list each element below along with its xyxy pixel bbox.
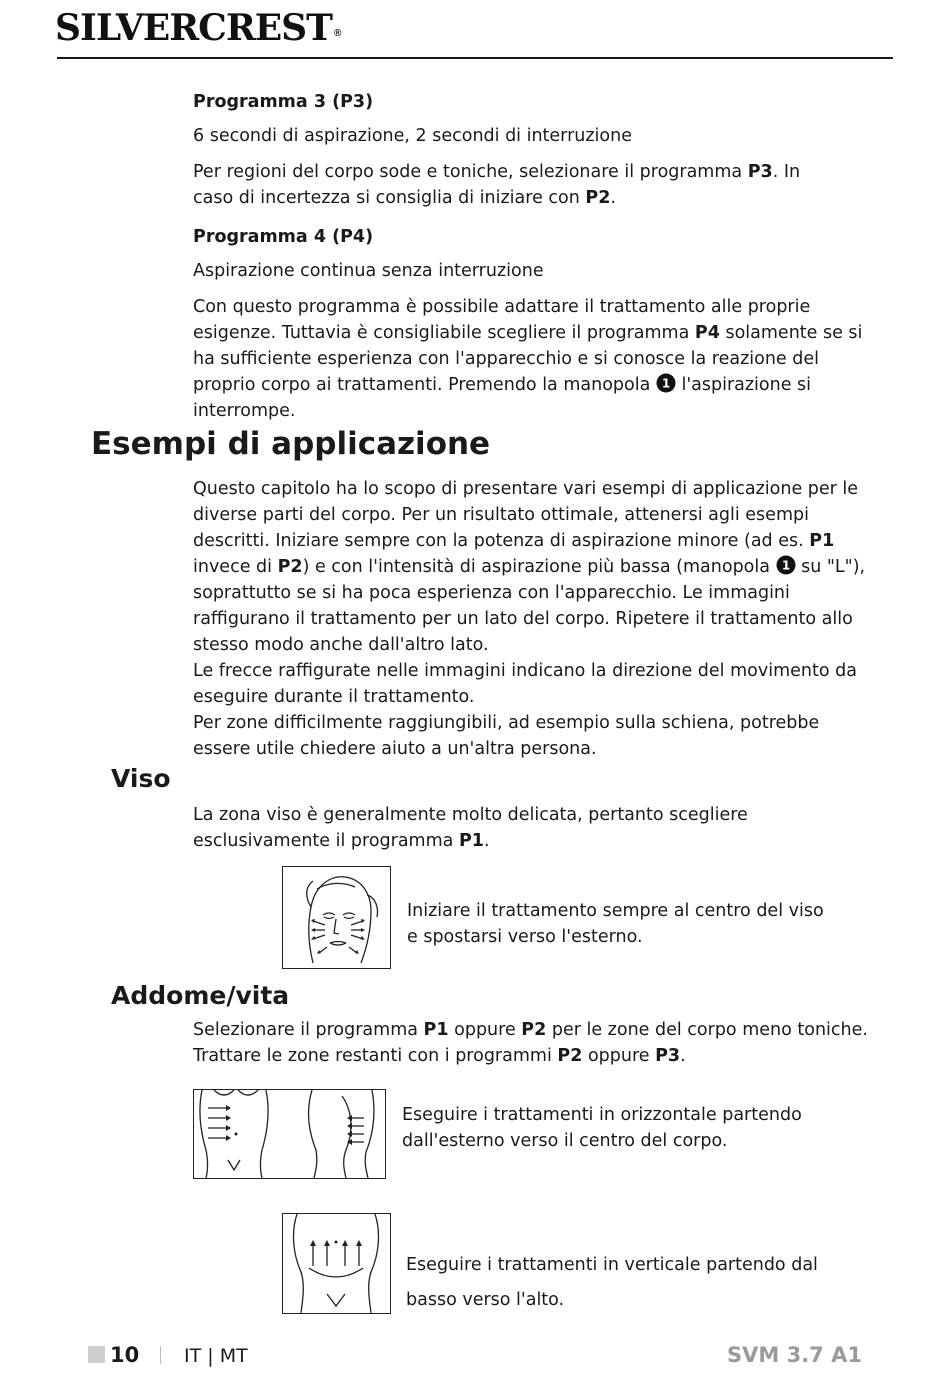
brand-name: SILVERCREST: [55, 7, 332, 49]
esempi-paragraph-2: Le frecce raffigurate nelle immagini indicano la direzione del movimento da eseguire durante il trattamento.: [193, 661, 857, 707]
section-p3: [193, 89, 873, 211]
esempi-paragraph-1: Questo capitolo ha lo scopo di presentare vari esempi di applicazione per le diverse parti del corpo. Per un risultato ottimale, attenersi agli esempi descritti. Iniziare sempre con la potenza di aspirazione minore (ad es. P1 invece di P2) e con l'intensità di aspirazione più bassa (manopola 1 su "L"), soprattutto se si ha poca esperienza con l'apparecchio. Le immagini raffigurano il trattamento per un lato del corpo. Ripetere il trattamento allo stesso modo anche dall'altro lato.: [193, 479, 866, 655]
page-marker: [88, 1346, 105, 1363]
section-heading-addome: Addome/vita: [111, 981, 290, 1010]
p3-heading: Programma 3 (P3): [193, 92, 374, 112]
model-number: SVM 3.7 A1: [727, 1343, 862, 1367]
face-illustration: [282, 866, 391, 969]
p3-timing: 6 secondi di aspirazione, 2 secondi di interruzione: [193, 126, 632, 146]
abdomen-vertical-arrows-icon: [283, 1214, 390, 1313]
p4-description: Con questo programma è possibile adattare il trattamento alle proprie esigenze. Tuttavia è consigliabile scegliere il programma P4 solamente se si ha sufficiente esperienza con l'apparecchio e si conosce la reazione del proprio corpo ai trattamenti. Premendo la manopola 1 l'aspirazione si interrompe.: [193, 297, 863, 421]
face-arrows-icon: [283, 867, 390, 968]
brand-logo: [55, 8, 340, 48]
abdomen-vertical-illustration: [282, 1213, 391, 1314]
registered-mark: ®: [333, 28, 341, 39]
svg-text:1: 1: [661, 376, 671, 391]
addome-line-2: Trattare le zone restanti con i programmi P2 oppure P3.: [193, 1046, 686, 1066]
p4-heading: Programma 4 (P4): [193, 227, 374, 247]
p3-description: Per regioni del corpo sode e toniche, selezionare il programma P3. In caso di incertezza si consiglia di iniziare con P2.: [193, 162, 801, 208]
addome-description: [193, 1017, 883, 1069]
abdomen-horizontal-illustration: [193, 1089, 386, 1179]
p4-timing: Aspirazione continua senza interruzione: [193, 261, 544, 281]
abdomen-horizontal-arrows-icon: [194, 1090, 385, 1178]
addome-caption-vertical: Eseguire i trattamenti in verticale partendo dal basso verso l'alto.: [406, 1255, 818, 1310]
viso-caption: Iniziare il trattamento sempre al centro del viso e spostarsi verso l'esterno.: [407, 901, 824, 947]
footer-divider: [160, 1346, 161, 1364]
header-rule: [57, 57, 893, 59]
svg-text:1: 1: [781, 558, 790, 573]
section-heading-viso: Viso: [111, 764, 171, 793]
page-number: 10: [110, 1343, 140, 1367]
addome-caption-horizontal: Eseguire i trattamenti in orizzontale partendo dall'esterno verso il centro del corpo.: [402, 1105, 802, 1151]
footer-languages: IT | MT: [184, 1345, 248, 1367]
viso-description: La zona viso è generalmente molto delicata, pertanto scegliere esclusivamente il programma P1.: [193, 805, 748, 851]
addome-line-1: Selezionare il programma P1 oppure P2 per le zone del corpo meno toniche.: [193, 1020, 868, 1040]
knob-1-icon: [776, 555, 796, 575]
section-heading-esempi: Esempi di applicazione: [91, 426, 491, 462]
knob-1-icon: [656, 373, 676, 393]
section-p4: [193, 224, 873, 424]
esempi-paragraph-3: Per zone difficilmente raggiungibili, ad esempio sulla schiena, potrebbe essere utile chiedere aiuto a un'altra persona.: [193, 713, 820, 759]
section-esempi-body: [193, 476, 868, 762]
